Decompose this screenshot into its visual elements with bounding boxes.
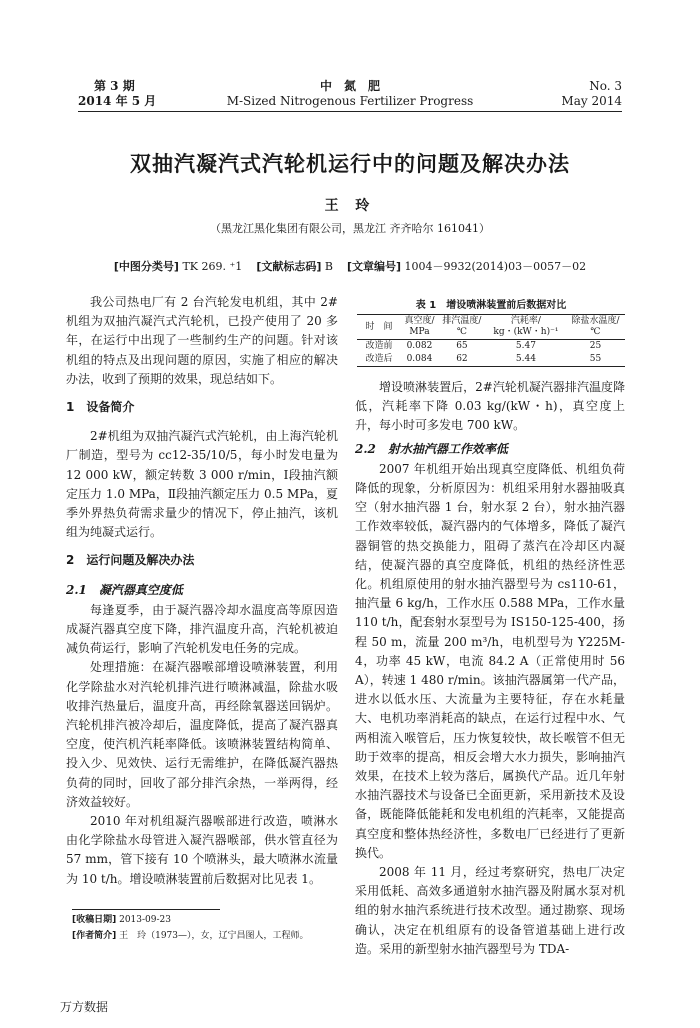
cls-value: TK 269. ⁺1	[182, 260, 243, 273]
table-cell: 5.47	[515, 341, 536, 351]
subsection-2-2-paragraph-2: 2008 年 11 月，经过考察研究，热电厂决定采用低耗、高效多通道射水抽汽器及附属水泵对机组的射水抽汽系统进行技术改型。通过勘察、现场确认，决定在机组原有的设备管道基础上进行改造。采用的新型射水抽汽器型号为 TDA-	[355, 865, 625, 956]
doc-value: B	[324, 260, 333, 273]
table-row	[357, 353, 625, 367]
art-label: [文章编号]	[346, 260, 402, 273]
table-row	[357, 340, 625, 354]
footnote-received	[72, 914, 342, 927]
table-header-cell: 汽耗率/ kg・(kW・h)⁻¹	[493, 316, 559, 337]
after-table-paragraph: 增设喷淋装置后，2#汽轮机凝汽器排汽温度降低，汽耗率下降 0.03 kg/(kW・h)，真空度上升，每小时可多发电 700 kW。	[355, 380, 625, 433]
author: 王 玲	[324, 198, 376, 214]
table-header-row	[357, 315, 625, 340]
table-caption: 表 1 增设喷淋装置前后数据对比	[415, 300, 567, 311]
table-header-cell: 真空度/ MPa	[404, 316, 435, 337]
classification-line	[0, 258, 700, 274]
subsection-2-2-paragraph-1: 2007 年机组开始出现真空度降低、机组负荷降低的现象，分析原因为：机组采用射水器抽吸真空（射水抽汽器 1 台，射水泵 2 台），射水抽汽器工作效率较低，凝汽器内的气体增多，降低了凝汽器铜管的热交换能力，阻碍了蒸汽在冷却区内凝结，使凝汽器的真空度降低，机组的热经济性恶化。机组原使用的射水抽汽器型号为 cs110-61，抽汽量 6 kg/h，工作水压 0.588 MPa，工作水量 110 t/h，配套射水泵型号为 IS150-125-400，扬程 50 m，流量 200 m³/h，电机型号为 Y225M-4，功率 45 kW，电流 84.2 A（正常使用时 56 A），转速 1 480 r/min。该抽汽器属第一代产品，进水以低水压、大流量为主要特征，存在水耗量大、电机功率消耗高的缺点，在运行过程中水、气两相流入喉管后，压力恢复较快，故长喉管不但无助于效率的提高，相反会增大水力损失，影响抽汽效果，在技术上较为落后，属换代产品。近几年射水抽汽器技术与设备已全面更新，采用新技术及设备，既能降低能耗和发电机组的汽耗率，又能提高真空度和整体热经济性，多数电厂已经进行了更新换代。	[355, 461, 625, 860]
table-cell: 62	[456, 354, 468, 364]
subsection-2-1-paragraph-1: 每逢夏季，由于凝汽器冷却水温度高等原因造成凝汽器真空度下降，排汽温度升高，汽轮机被迫减负荷运行，影响了汽轮机发电任务的完成。	[66, 602, 338, 656]
issue-cn: 第 3 期	[94, 79, 135, 93]
subsection-2-2-heading: 2.2 射水抽汽器工作效率低	[355, 441, 508, 456]
table-cell: 0.084	[406, 354, 433, 364]
subsection-2-1-paragraph-3: 2010 年对机组凝汽器喉部进行改造，喷淋水由化学除盐水母管进入凝汽器喉部，供水管直径为 57 mm，管下接有 10 个喷淋头，最大喷淋水流量为 10 t/h。增设喷淋装置前后数据对比见表 1。	[66, 814, 338, 886]
table-cell: 25	[589, 341, 602, 351]
table-cell: 改造前	[365, 341, 393, 351]
watermark: 万方数据	[60, 1000, 109, 1014]
footnote-rule	[72, 909, 220, 910]
date-en: May 2014	[561, 94, 622, 108]
received-value: 2013-09-23	[119, 915, 171, 925]
issue-en: No. 3	[589, 79, 622, 93]
table-cell: 改造后	[365, 354, 393, 364]
left-column	[66, 293, 338, 889]
journal-name-cn: 中 氮 肥	[319, 79, 380, 93]
affiliation: （黑龙江黑化集团有限公司，黑龙江 齐齐哈尔 161041）	[210, 222, 490, 235]
cls-label: [中图分类号]	[113, 260, 179, 273]
intro-paragraph: 我公司热电厂有 2 台汽轮发电机组，其中 2# 机组为双抽汽凝汽式汽轮机，已投产使用了 20 多年，在运行中出现了一些制约生产的问题。针对该机组的特点及出现问题的原因，实施了相应的解决办法，收到了预期的效果，现总结如下。	[66, 295, 338, 386]
author-bio-label: [作者简介]	[72, 931, 117, 941]
data-table	[357, 314, 625, 367]
table-header-cell: 除盐水温度/ ℃	[571, 316, 620, 337]
header-rule	[78, 111, 622, 112]
section-2-heading: 2 运行问题及解决办法	[66, 553, 195, 568]
page-header	[0, 0, 700, 120]
header-right	[561, 79, 622, 109]
art-value: 1004－9932(2014)03－0057－02	[404, 260, 587, 273]
right-column	[355, 378, 625, 959]
author-bio-value: 王 玲（1973—），女，辽宁昌图人，工程师。	[119, 931, 309, 941]
article-title: 双抽汽凝汽式汽轮机运行中的问题及解决办法	[130, 152, 570, 176]
table-header-cell: 时 间	[365, 321, 393, 332]
section-1-heading: 1 设备简介	[66, 400, 135, 415]
table-cell: 65	[456, 341, 468, 351]
footnote-author-bio	[72, 930, 342, 943]
received-label: [收稿日期]	[72, 915, 117, 925]
subsection-2-1-heading: 2.1 凝汽器真空度低	[66, 582, 183, 597]
table-cell: 5.44	[515, 354, 536, 364]
date-cn: 2014 年 5 月	[78, 94, 157, 108]
section-1-paragraph: 2#机组为双抽汽凝汽式汽轮机，由上海汽轮机厂制造，型号为 cc12-35/10/5，每小时发电量为 12 000 kW，额定转数 3 000 r/min，Ⅰ段抽汽额定压力 1.0 MPa，Ⅱ段抽汽额定压力 0.5 MPa，夏季外界热负荷需求量少的情况下，停止抽汽，该机组为纯凝式运行。	[66, 429, 338, 540]
table-cell: 55	[589, 354, 602, 364]
subsection-2-1-paragraph-2: 处理措施：在凝汽器喉部增设喷淋装置，利用化学除盐水对汽轮机排汽进行喷淋减温，除盐水吸收排汽热量后，温度升高，再经除氧器送回锅炉。汽轮机排汽被冷却后，温度降低，提高了凝汽器真空度，使汽机汽耗率降低。该喷淋装置结构简单、投入少、见效快、运行无需维护，在降低凝汽器热负荷的同时，回收了部分排汽余热，一举两得，经济效益较好。	[66, 660, 338, 809]
journal-name-en: M-Sized Nitrogenous Fertilizer Progress	[226, 94, 474, 108]
doc-label: [文献标志码]	[256, 260, 322, 273]
table-cell: 0.082	[406, 341, 433, 351]
table-header-cell: 排汽温度/ ℃	[442, 316, 482, 337]
